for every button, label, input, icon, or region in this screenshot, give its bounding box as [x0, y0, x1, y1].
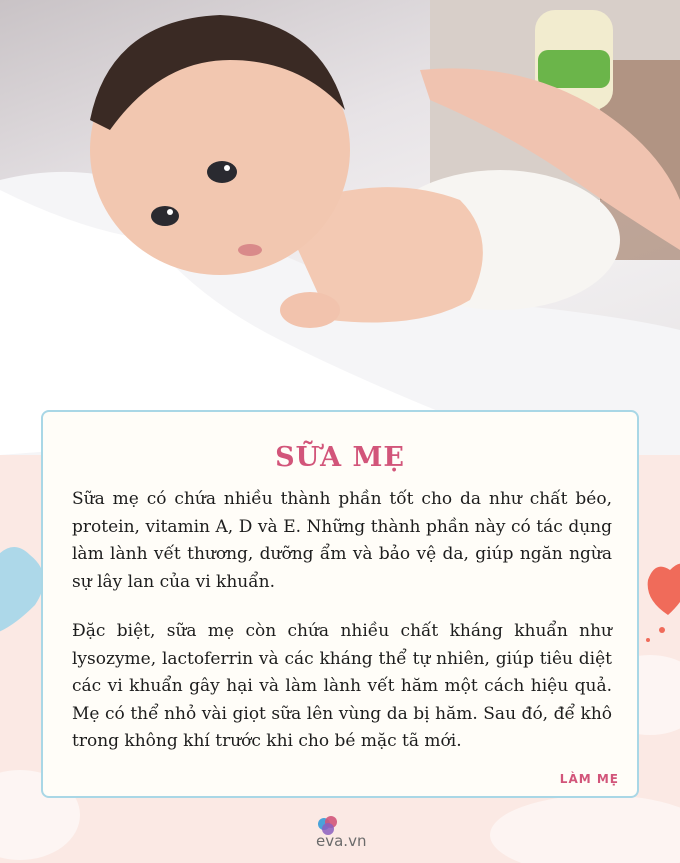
source-label: LÀM MẸ	[559, 772, 619, 786]
logo-text: eva.vn	[316, 832, 367, 850]
paragraph-1: Sữa mẹ có chứa nhiều thành phần tốt cho da như chất béo, protein, vitamin A, D và E. Những thành phần này có tác dụng làm lành vết thương, dưỡng ẩm và bảo vệ da, giúp ngăn ngừa sự lây lan của vi khuẩn.	[72, 489, 612, 592]
paragraph-2: Đặc biệt, sữa mẹ còn chứa nhiều chất kháng khuẩn như lysozyme, lactoferrin và các kháng thể tự nhiên, giúp tiêu diệt các vi khuẩn gây hại và làm lành vết hăm một cách hiệu quả. Mẹ có thể nhỏ vài giọt sữa lên vùng da bị hăm. Sau đó, để khô trong không khí trước khi cho bé mặc tã mới.	[72, 621, 612, 751]
info-card	[41, 410, 639, 798]
card-title: SỮA MẸ	[275, 442, 405, 473]
eva-logo[interactable]	[300, 815, 380, 855]
